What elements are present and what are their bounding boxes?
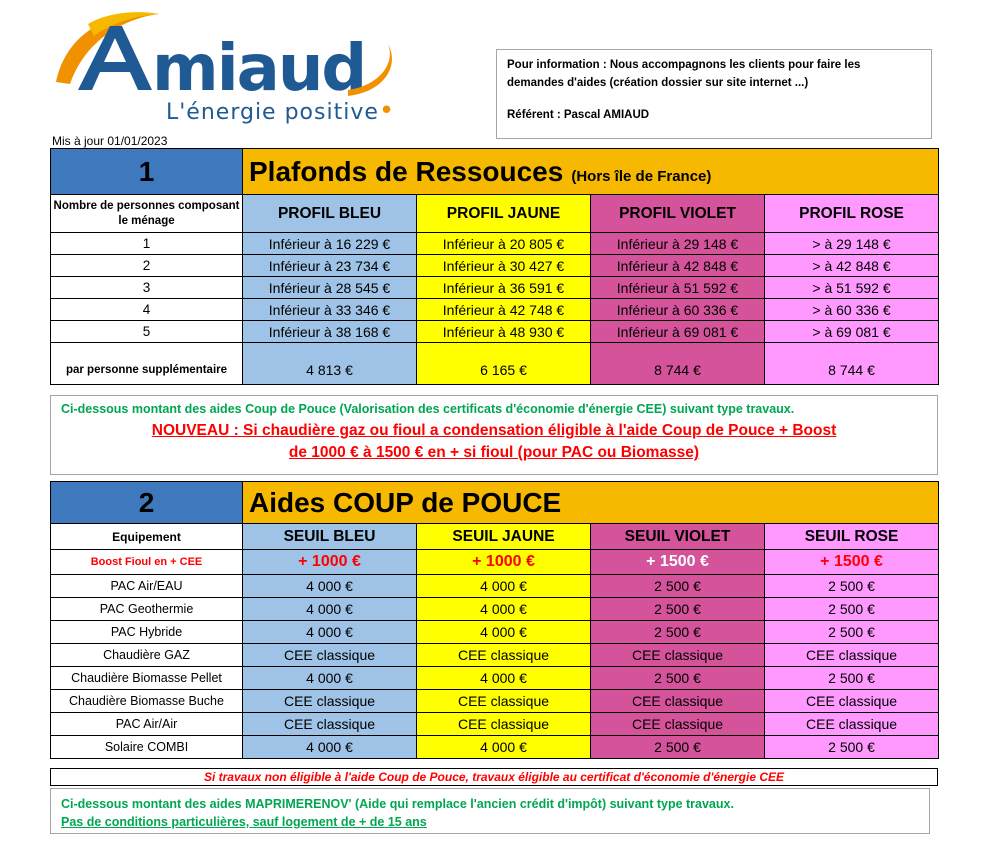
cee-note-red-2: de 1000 € à 1500 € en + si fioul (pour PAC ou Biomasse)	[288, 444, 700, 461]
section-number: 1	[51, 149, 243, 195]
table-row	[51, 299, 939, 321]
income-cell: Inférieur à 42 748 €	[417, 299, 591, 321]
table-row	[51, 575, 939, 598]
aid-cell: CEE classique	[243, 690, 417, 713]
income-cell: > à 29 148 €	[765, 233, 939, 255]
equipment-header: Equipement	[51, 524, 243, 550]
extra-person-value: 8 744 €	[591, 343, 765, 385]
maprimerenov-line-1: Ci-dessous montant des aides MAPRIMERENOV' (Aide qui remplace l'ancien crédit d'impôt) suivant type travaux.	[61, 797, 734, 811]
aid-cell: 4 000 €	[417, 736, 591, 759]
coup-de-pouce-table	[50, 481, 939, 759]
aid-cell: 2 500 €	[765, 667, 939, 690]
extra-person-value: 6 165 €	[417, 343, 591, 385]
income-cell: Inférieur à 36 591 €	[417, 277, 591, 299]
table-row	[51, 598, 939, 621]
aid-cell: 4 000 €	[243, 575, 417, 598]
extra-person-value: 8 744 €	[765, 343, 939, 385]
aid-cell: 2 500 €	[765, 575, 939, 598]
extra-person-label: par personne supplémentaire	[51, 343, 243, 385]
equipment-label: PAC Air/Air	[51, 713, 243, 736]
aid-cell: 2 500 €	[591, 598, 765, 621]
income-cell: Inférieur à 60 336 €	[591, 299, 765, 321]
info-referent: Référent : Pascal AMIAUD	[507, 109, 650, 121]
seuil-header-violet: SEUIL VIOLET	[591, 524, 765, 550]
income-cell: Inférieur à 23 734 €	[243, 255, 417, 277]
table-row	[51, 321, 939, 343]
aid-cell: CEE classique	[417, 713, 591, 736]
aid-cell: 4 000 €	[417, 621, 591, 644]
amiaud-logo-graphic	[48, 4, 408, 104]
info-box	[496, 49, 932, 139]
table-row	[51, 736, 939, 759]
aid-cell: 2 500 €	[591, 621, 765, 644]
profile-header-rose: PROFIL ROSE	[765, 195, 939, 233]
table-row	[51, 277, 939, 299]
aid-cell: 2 500 €	[591, 667, 765, 690]
household-size: 2	[51, 255, 243, 277]
income-cell: > à 69 081 €	[765, 321, 939, 343]
aid-cell: 4 000 €	[417, 667, 591, 690]
info-line-1: Pour information : Nous accompagnons les clients pour faire les	[507, 59, 861, 71]
income-cell: Inférieur à 30 427 €	[417, 255, 591, 277]
table-row	[51, 343, 939, 385]
seuil-header-rose: SEUIL ROSE	[765, 524, 939, 550]
boost-value: + 1000 €	[243, 550, 417, 575]
equipment-label: Chaudière Biomasse Pellet	[51, 667, 243, 690]
boost-value: + 1500 €	[591, 550, 765, 575]
table-row	[51, 644, 939, 667]
income-cell: Inférieur à 16 229 €	[243, 233, 417, 255]
equipment-label: PAC Hybride	[51, 621, 243, 644]
equipment-label: Chaudière Biomasse Buche	[51, 690, 243, 713]
income-cell: Inférieur à 29 148 €	[591, 233, 765, 255]
boost-label: Boost Fioul en + CEE	[51, 550, 243, 575]
aid-cell: 2 500 €	[765, 621, 939, 644]
aid-cell: 4 000 €	[417, 598, 591, 621]
svg-text:miaud: miaud	[152, 32, 366, 104]
income-cell: > à 51 592 €	[765, 277, 939, 299]
info-line-2: demandes d'aides (création dossier sur site internet ...)	[507, 77, 809, 89]
income-cell: Inférieur à 33 346 €	[243, 299, 417, 321]
aid-cell: 2 500 €	[765, 598, 939, 621]
table-row	[51, 667, 939, 690]
table-row	[51, 690, 939, 713]
boost-value: + 1500 €	[765, 550, 939, 575]
boost-row	[51, 550, 939, 575]
aid-cell: 4 000 €	[417, 575, 591, 598]
aid-cell: CEE classique	[417, 690, 591, 713]
section-title-text: Plafonds de Ressouces	[249, 155, 564, 187]
income-cell: Inférieur à 51 592 €	[591, 277, 765, 299]
aid-cell: 2 500 €	[591, 736, 765, 759]
aid-cell: CEE classique	[591, 644, 765, 667]
extra-person-value: 4 813 €	[243, 343, 417, 385]
ressources-table	[50, 148, 939, 385]
income-cell: Inférieur à 28 545 €	[243, 277, 417, 299]
aid-cell: 4 000 €	[243, 736, 417, 759]
cee-fallback-note: Si travaux non éligible à l'aide Coup de Pouce, travaux éligible au certificat d'économie d'énergie CEE	[50, 768, 938, 786]
tagline-dot-icon: •	[378, 96, 396, 126]
aid-cell: CEE classique	[591, 690, 765, 713]
income-cell: Inférieur à 20 805 €	[417, 233, 591, 255]
income-cell: Inférieur à 69 081 €	[591, 321, 765, 343]
equipment-label: Solaire COMBI	[51, 736, 243, 759]
section-number: 2	[51, 482, 243, 524]
income-cell: Inférieur à 48 930 €	[417, 321, 591, 343]
table-row	[51, 621, 939, 644]
logo-tagline: L'énergie positive	[166, 100, 379, 125]
profile-header-yellow: PROFIL JAUNE	[417, 195, 591, 233]
boost-value: + 1000 €	[417, 550, 591, 575]
aid-cell: CEE classique	[765, 690, 939, 713]
income-cell: Inférieur à 38 168 €	[243, 321, 417, 343]
section-subtitle: (Hors île de France)	[571, 167, 712, 185]
table-row	[51, 713, 939, 736]
company-logo	[48, 4, 408, 136]
household-size: 1	[51, 233, 243, 255]
section-title: Aides COUP de POUCE	[243, 482, 939, 524]
equipment-label: PAC Geothermie	[51, 598, 243, 621]
income-cell: > à 60 336 €	[765, 299, 939, 321]
section-title	[243, 149, 939, 195]
aid-cell: 4 000 €	[243, 621, 417, 644]
income-cell: > à 42 848 €	[765, 255, 939, 277]
maprimerenov-note-box	[50, 788, 930, 834]
seuil-header-yellow: SEUIL JAUNE	[417, 524, 591, 550]
aid-cell: CEE classique	[765, 644, 939, 667]
equipment-label: Chaudière GAZ	[51, 644, 243, 667]
household-size: 3	[51, 277, 243, 299]
cee-note-red-1: NOUVEAU : Si chaudière gaz ou fioul a condensation éligible à l'aide Coup de Pouce + Boost	[151, 422, 837, 439]
aid-cell: CEE classique	[243, 644, 417, 667]
aid-cell: CEE classique	[765, 713, 939, 736]
cee-note-green: Ci-dessous montant des aides Coup de Pouce (Valorisation des certificats d'économie d'énergie CEE) suivant type travaux.	[61, 402, 795, 416]
household-size: 4	[51, 299, 243, 321]
household-size: 5	[51, 321, 243, 343]
aid-cell: 4 000 €	[243, 667, 417, 690]
aid-cell: 2 500 €	[765, 736, 939, 759]
household-size-header: Nombre de personnes composant le ménage	[51, 195, 243, 233]
aid-cell: 4 000 €	[243, 598, 417, 621]
equipment-label: PAC Air/EAU	[51, 575, 243, 598]
profile-header-violet: PROFIL VIOLET	[591, 195, 765, 233]
profile-header-blue: PROFIL BLEU	[243, 195, 417, 233]
update-date: Mis à jour 01/01/2023	[52, 134, 168, 148]
income-cell: Inférieur à 42 848 €	[591, 255, 765, 277]
aid-cell: CEE classique	[417, 644, 591, 667]
aid-cell: CEE classique	[243, 713, 417, 736]
table-row	[51, 255, 939, 277]
table-row	[51, 233, 939, 255]
aid-cell: CEE classique	[591, 713, 765, 736]
aid-cell: 2 500 €	[591, 575, 765, 598]
seuil-header-blue: SEUIL BLEU	[243, 524, 417, 550]
maprimerenov-line-2: Pas de conditions particulières, sauf logement de + de 15 ans	[61, 815, 427, 829]
cee-note-box	[50, 395, 938, 475]
